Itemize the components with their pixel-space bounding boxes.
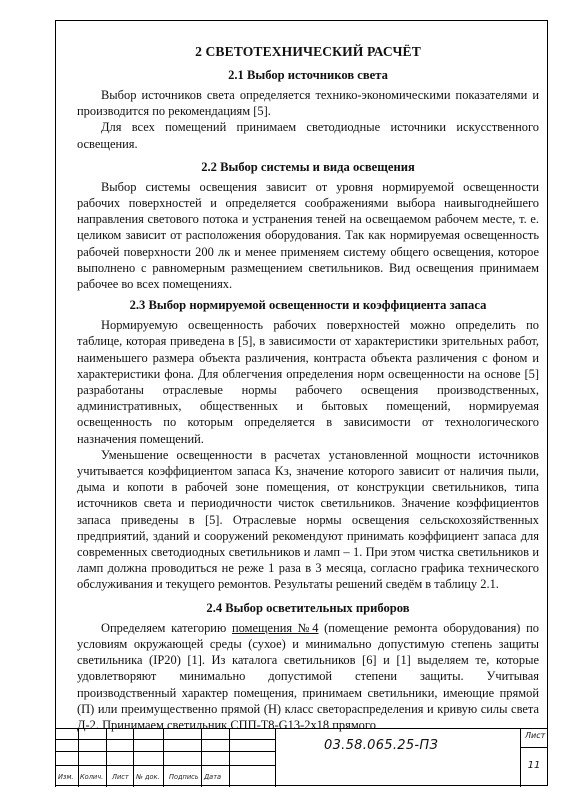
sheet-label: Лист bbox=[525, 731, 546, 740]
section-2-2-paragraph-1: Выбор системы освещения зависит от уровня нормируемой освещенности рабочих поверхностей и определяется соображениями выбора наивыгоднейшего направления светового потока и устранения теней на освещаемом рабочем месте, т. е. целиком зависит от расположения оборудования. Так как нормируемая освещенность рабочей поверхности 200 лк и менее применяем систему общего освещения, которое выполнено с равномерным размещением светильников. Вид освещения принимаем рабочее во всех помещениях. bbox=[77, 179, 539, 292]
paragraph-text-start: Определяем категорию bbox=[101, 620, 232, 635]
stamp-label-sheet: Лист bbox=[112, 773, 129, 781]
stamp-row-line bbox=[55, 739, 275, 740]
sheet-number: 11 bbox=[527, 760, 541, 771]
document-body bbox=[77, 40, 539, 733]
stamp-col-line bbox=[133, 729, 134, 787]
stamp-row-line bbox=[55, 765, 275, 766]
paragraph-text-rest: (помещение ремонта оборудования) по условиям окружающей среды (сухое) и минимально допустимую степень защиты светильника (IP20) [1]. Из каталога светильников [6] и [1] выделяем те, которые удовлетворяют минимально допустимой степени защиты. Учитывая производственный характер помещения, принимаем светильники, имеющие прямой (П) или преимущественно прямой (Н) класс светораспределения и кривую силы света Д-2. Принимаем светильник СПП-Т8-G13-2х18 прямого bbox=[77, 620, 539, 732]
room-reference: помещения №4 bbox=[231, 620, 319, 635]
chapter-title: 2 СВЕТОТЕХНИЧЕСКИЙ РАСЧЁТ bbox=[195, 44, 421, 59]
stamp-label-change: Изм. bbox=[58, 773, 74, 781]
stamp-col-line bbox=[55, 729, 56, 787]
stamp-col-line bbox=[201, 729, 202, 787]
section-2-4-paragraph-1 bbox=[77, 620, 539, 733]
section-2-3-paragraph-2: Уменьшение освещенности в расчетах установленной мощности источников учитывается коэффициентом запаса Kз, значение которого зависит от наличия пыли, дыма и копоти в рабочей зоне помещения, от конструкции светильников, типа источников света и периодичности чисток светильников. Значение коэффициентов запаса приведены в [5]. Отраслевые нормы освещения сельскохозяйственных предприятий, зданий и сооружений рекомендуют принимать коэффициент запаса для современных светодиодных светильников и ламп – 1. При этом чистка светильников и ламп должна проводиться не реже 1 раза в 3 месяца, согласно графика технического обслуживания и текущего ремонтов. Результаты решений сведём в таблицу 2.1. bbox=[77, 447, 539, 592]
stamp-row-line bbox=[55, 751, 275, 752]
sheet-cell-line bbox=[520, 747, 548, 748]
stamp-label-date: Дата bbox=[204, 773, 222, 781]
section-2-3-heading: 2.3 Выбор нормируемой освещенности и коэффициента запаса bbox=[129, 298, 487, 313]
section-2-2-heading: 2.2 Выбор системы и вида освещения bbox=[201, 159, 415, 174]
stamp-col-line bbox=[229, 729, 230, 787]
stamp-col-line bbox=[163, 729, 164, 787]
section-2-1-paragraph-1: Выбор источников света определяется технико-экономическими показателями и производится по рекомендациям [5]. bbox=[77, 88, 539, 119]
stamp-label-quantity: Колич. bbox=[80, 773, 104, 781]
document-code: 03.58.065.25-ПЗ bbox=[324, 738, 439, 753]
section-2-3-paragraph-1: Нормируемую освещенность рабочих поверхностей можно определить по таблице, которая приведена в [5], в зависимости от характеристики зрительных работ, наименьшего размера объекта различения, контраста объекта различения с фоном и характеристики фона. Для облегчения определения норм освещенности на основе [5] разработаны отраслевые нормы рабочего освещения производственных, административных, общественных и бытовых помещений, нормируемая освещенность по которым определяется в зависимости от технологического назначения помещений. bbox=[77, 318, 539, 446]
stamp-col-line bbox=[520, 729, 521, 787]
section-2-1-paragraph-2: Для всех помещений принимаем светодиодные источники искусственного освещения. bbox=[77, 120, 539, 151]
stamp-col-line bbox=[78, 729, 79, 787]
title-block bbox=[55, 728, 548, 786]
stamp-label-signature: Подпись bbox=[169, 773, 199, 781]
section-2-4-heading: 2.4 Выбор осветительных приборов bbox=[206, 600, 410, 615]
stamp-col-line bbox=[275, 729, 276, 787]
stamp-label-doc-number: № док. bbox=[136, 773, 160, 781]
stamp-col-line bbox=[106, 729, 107, 787]
section-2-1-heading: 2.1 Выбор источников света bbox=[228, 68, 388, 82]
